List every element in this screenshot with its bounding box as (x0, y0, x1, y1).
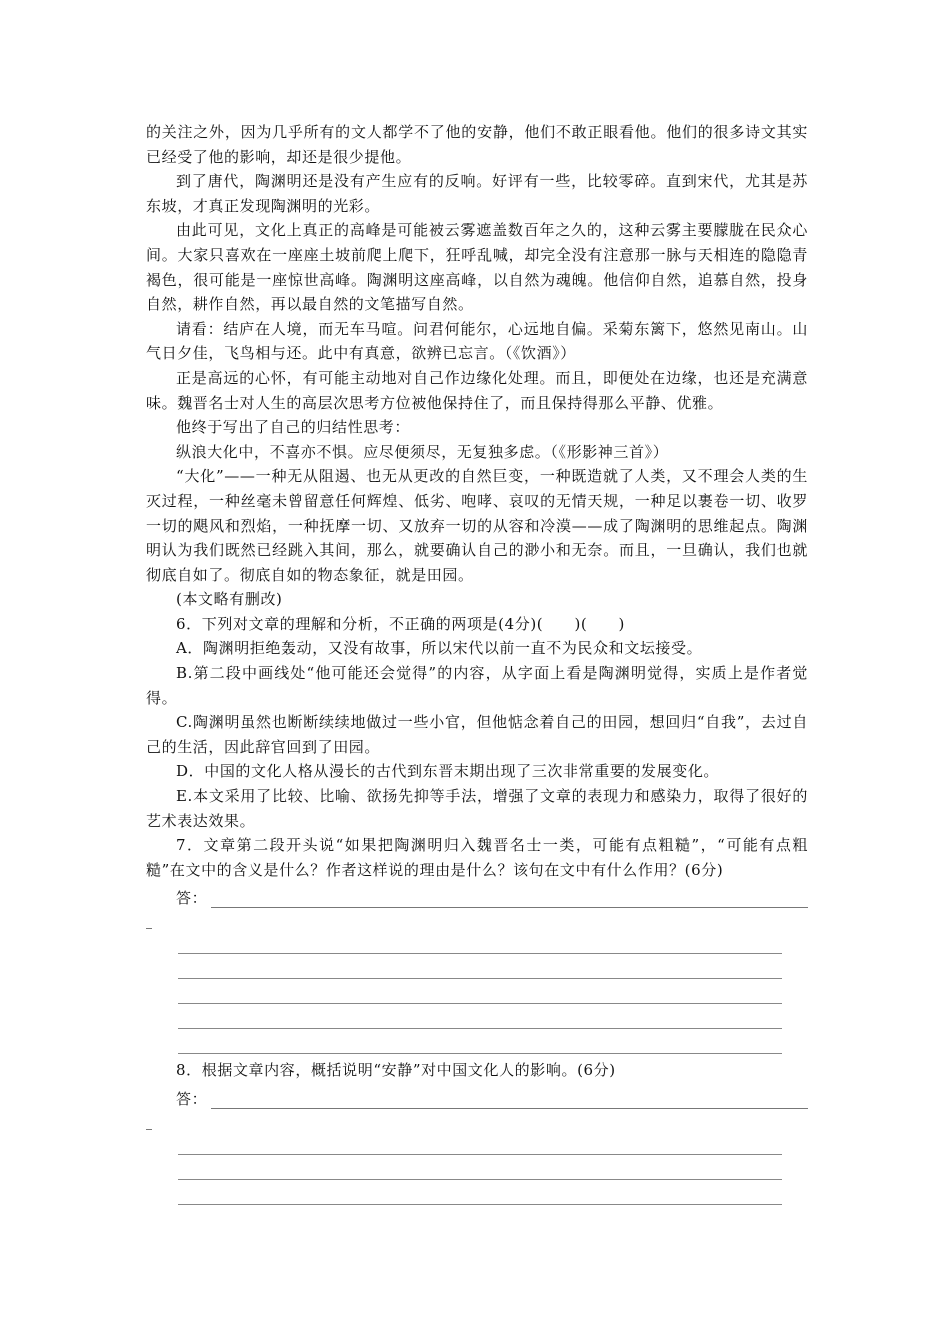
paragraph: “大化”——一种无从阻遏、也无从更改的自然巨变，一种既造就了人类，又不理会人类的生灭过程，一种丝毫未曾留意任何辉煌、低劣、咆哮、哀叹的无情天规，一种足以裹卷一切、收罗一切的飓风和烈焰，一种抚摩一切、又放弃一切的从容和冷漠——成了陶渊明的思维起点。陶渊明认为我们既然已经跳入其间，那么，就要确认自己的渺小和无奈。而且，一旦确认，我们也就彻底自如了。彻底自如的物态象征，就是田园。 (146, 467, 808, 584)
paragraph: (本文略有删改) (176, 590, 283, 609)
paragraph: 到了唐代，陶渊明还是没有产生应有的反响。好评有一些，比较零碎。直到宋代，尤其是苏东坡，才真正发现陶渊明的光彩。 (146, 172, 808, 215)
q7-answer-tail (146, 908, 152, 929)
q8-question: 8．根据文章内容，概括说明“安静”对中国文化人的影响。(6分) (176, 1061, 616, 1080)
answer-line[interactable] (178, 1029, 782, 1054)
paragraph: E.本文采用了比较、比喻、欲扬先抑等手法，增强了文章的表现力和感染力，取得了很好的艺术表达效果。 (146, 787, 808, 830)
paragraph: 由此可见，文化上真正的高峰是可能被云雾遮盖数百年之久的，这种云雾主要朦胧在民众心间。大家只喜欢在一座座土坡前爬上爬下，狂呼乱喊，却完全没有注意那一脉与天相连的隐隐青褐色，很可能是一座惊世高峰。陶渊明这座高峰，以自然为魂魄。他信仰自然，追慕自然，投身自然，耕作自然，再以最自然的文笔描写自然。 (146, 221, 808, 314)
passage-body (146, 120, 808, 882)
answer-line[interactable] (178, 1004, 782, 1029)
answer-line[interactable] (178, 1130, 782, 1155)
q7-answer-row[interactable] (176, 882, 808, 908)
q8-answer-lines[interactable] (146, 1130, 808, 1205)
answer-line[interactable] (178, 954, 782, 979)
q7-answer-line[interactable] (211, 891, 808, 908)
paragraph: B.第二段中画线处“他可能还会觉得”的内容，从字面上看是陶渊明觉得，实质上是作者觉得。 (146, 664, 808, 707)
q8-answer-label: 答： (176, 1090, 208, 1108)
paragraph: 请看：结庐在人境，而无车马喧。问君何能尔，心远地自偏。采菊东篱下，悠然见南山。山气日夕佳，飞鸟相与还。此中有真意，欲辨已忘言。（《饮酒》） (146, 319, 808, 363)
paragraph: A．陶渊明拒绝轰动，又没有故事，所以宋代以前一直不为民众和文坛接受。 (176, 639, 703, 658)
answer-line[interactable] (178, 979, 782, 1004)
q8-answer-tail (146, 1109, 152, 1130)
paragraph: 6．下列对文章的理解和分析，不正确的两项是(4分)( )( ) (176, 614, 626, 633)
q7-answer-lines[interactable] (146, 929, 808, 1054)
paragraph: 正是高远的心怀，有可能主动地对自己作边缘化处理。而且，即便处在边缘，也还是充满意味。魏晋名士对人生的高层次思考方位被他保持住了，而且保持得那么平静、优雅。 (146, 368, 808, 412)
answer-line[interactable] (178, 1155, 782, 1180)
q7-answer-label: 答： (176, 889, 208, 908)
paragraph: 纵浪大化中，不喜亦不惧。应尽便须尽，无复独多虑。（《形影神三首》） (176, 442, 669, 461)
document-page (146, 120, 808, 1205)
answer-line[interactable] (178, 929, 782, 954)
paragraph: 他终于写出了自己的归结性思考： (176, 418, 411, 437)
paragraph: D．中国的文化人格从漫长的古代到东晋末期出现了三次非常重要的发展变化。 (176, 762, 720, 781)
paragraph: C.陶渊明虽然也断断续续地做过一些小官，但他惦念着自己的田园，想回归“自我”，去过自己的生活，因此辞官回到了田园。 (146, 713, 808, 756)
paragraph: 的关注之外，因为几乎所有的文人都学不了他的安静，他们不敢正眼看他。他们的很多诗文其实已经受了他的影响，却还是很少提他。 (146, 123, 808, 166)
q8-answer-line[interactable] (211, 1092, 808, 1109)
paragraph: 7．文章第二段开头说“如果把陶渊明归入魏晋名士一类，可能有点粗糙”，“可能有点粗糙”在文中的含义是什么？作者这样说的理由是什么？该句在文中有什么作用？(6分) (146, 836, 808, 879)
answer-line[interactable] (178, 1180, 782, 1205)
q8-answer-row[interactable] (176, 1083, 808, 1109)
